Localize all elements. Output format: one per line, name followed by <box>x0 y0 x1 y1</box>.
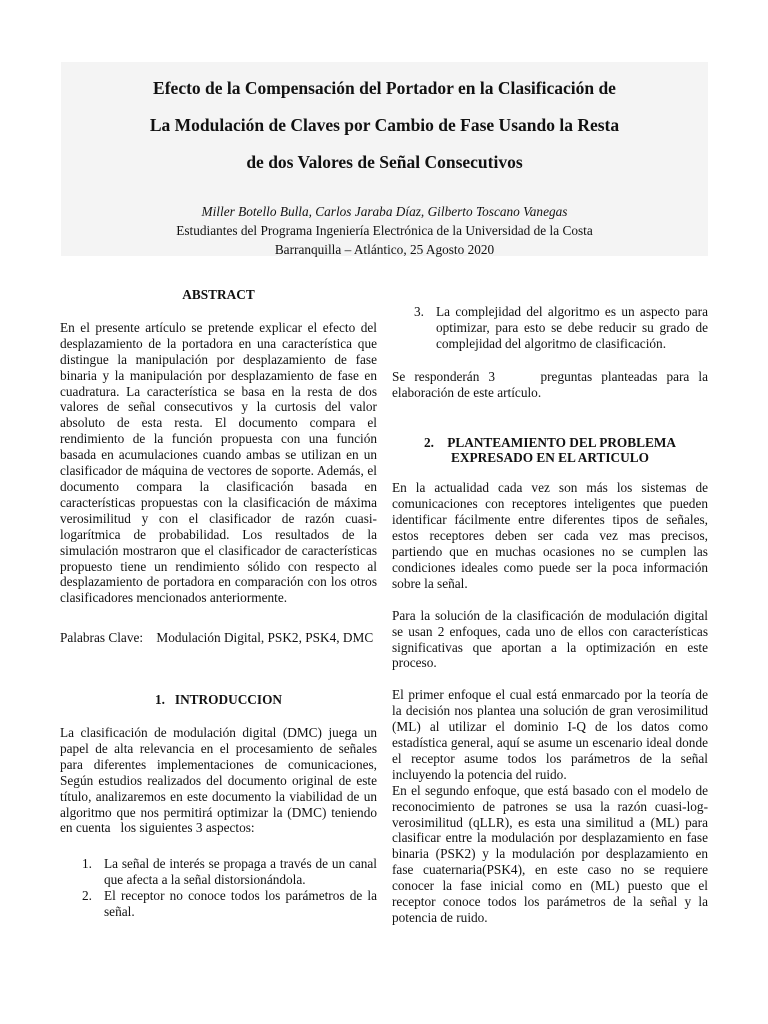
author-names: Miller Botello Bulla, Carlos Jaraba Díaz, Gilberto Toscano Vanegas <box>201 204 568 219</box>
section2-paragraph-3: El primer enfoque el cual está enmarcado por la teoría de la decisión nos plantea una solución de gran verosimilitud (ML) al utilizar el dominio I-Q de los datos como estadística general, aquí se asume un escenario ideal donde el receptor asume todos los parámetros de la señal incluyendo la potencia del ruido. <box>392 687 708 782</box>
section2-paragraph-4: En el segundo enfoque, que está basado con el modelo de reconocimiento de patrones se usa la razón cuasi-log-verosimilitud (qLLR), es esta una similitud a (ML) para clasificar entre la modulación por desplazamiento en fase binaria (PSK2) y la modulación por desplazamiento en fase cuaternaria(PSK4), en este caso no se requiere conocer la fase inicial como en (ML) puesto que el receptor conoce todos los parámetros de la señal y la potencia de ruido. <box>392 782 708 925</box>
aspects-list <box>60 856 377 920</box>
list-text: La complejidad del algoritmo es un aspecto para optimizar, para esto se debe reducir su grado de complejidad del algoritmo de clasificación. <box>436 304 708 351</box>
list-number: 3. <box>414 304 424 319</box>
section2-heading-line-2: EXPRESADO EN EL ARTICULO <box>451 450 649 466</box>
section2-paragraph-2: Para la solución de la clasificación de modulación digital se usan 2 enfoques, cada uno de ellos con características significativas que aportan a la optimización en este proceso. <box>392 607 708 671</box>
list-number: 2. <box>82 888 92 904</box>
author-affiliation: Estudiantes del Programa Ingeniería Electrónica de la Universidad de la Costa <box>176 223 593 238</box>
list-item <box>392 304 708 352</box>
left-column <box>60 287 381 920</box>
right-column <box>392 304 712 942</box>
title-line-1: Efecto de la Compensación del Portador en la Clasificación de <box>153 78 616 98</box>
list-text: La señal de interés se propaga a través de un canal que afecta a la señal distorsionándola. <box>104 856 377 888</box>
intro-heading: 1. INTRODUCCION <box>154 692 283 708</box>
intro-text: La clasificación de modulación digital (DMC) juega un papel de alta relevancia en el procesamiento de señales para diferentes implementaciones de comunicaciones, Según estudios realizados del documento original de este título, analizaremos en este documento la viabilidad de un algoritmo que nos permitirá optimizar la (DMC) teniendo en cuenta los siguientes 3 aspectos: <box>60 725 381 836</box>
author-block <box>61 202 708 259</box>
list-item <box>60 856 377 888</box>
place-date: Barranquilla – Atlántico, 25 Agosto 2020 <box>274 242 495 257</box>
section2-heading <box>392 435 708 467</box>
section2-heading-line-1: 2. PLANTEAMIENTO DEL PROBLEMA <box>423 434 677 450</box>
list-item <box>60 888 377 920</box>
abstract-text: En el presente artículo se pretende explicar el efecto del desplazamiento de la portadora en una característica que distingue la manipulación por desplazamiento de fase binaria y la manipulación por desplazamiento de fase en cuadratura. La característica se basa en la resta de dos valores de señal consecutivos y la curtosis del valor absoluto de esta resta. El documento compara el rendimiento de la función propuesta con una función basada en acumulaciones cuando ambas se utilizan en un clasificador de máquina de vectores de soporte. Además, el documento compara la clasificación basada en características propuestas con la clasificación de máxima verosimilitud y con el clasificador de razón cuasi-logarítmica de probabilidad. Los resultados de la simulación mostraron que el clasificador de características propuesto tiene un rendimiento sólido con respecto al desplazamiento de portadora en comparación con los otros clasificadores mencionados anteriormente. <box>60 319 377 606</box>
questions-text: Se responderán 3 preguntas planteadas para la elaboración de este artículo. <box>392 368 712 400</box>
paper-title <box>61 70 708 181</box>
section2-paragraph-1: En la actualidad cada vez son más los sistemas de comunicaciones con receptores inteligentes que pueden identificar fácilmente entre diferentes tipos de señales, estos receptores deben ser cada vez mas precisos, partiendo que en muchas ocasiones no se cumplen las condiciones ideales como puede ser la poca información sobre la señal. <box>392 480 708 591</box>
title-line-3: de dos Valores de Señal Consecutivos <box>246 152 523 172</box>
aspects-list-continued <box>392 304 708 352</box>
keywords: Palabras Clave: Modulación Digital, PSK2, PSK4, DMC <box>60 630 374 646</box>
list-text: El receptor no conoce todos los parámetros de la señal. <box>104 888 377 920</box>
list-number: 1. <box>82 856 92 872</box>
abstract-heading: ABSTRACT <box>182 287 255 302</box>
title-line-2: La Modulación de Claves por Cambio de Fase Usando la Resta <box>149 115 620 135</box>
